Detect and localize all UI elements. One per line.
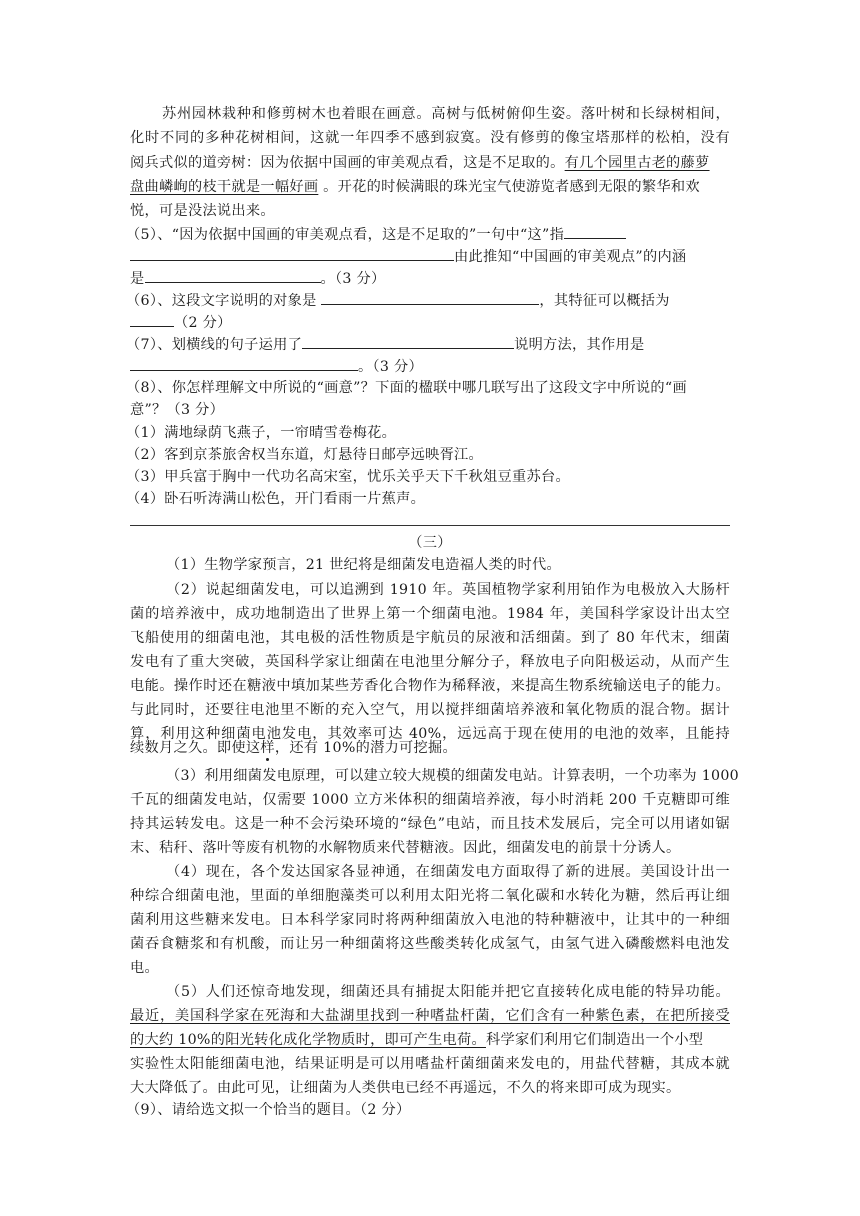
paragraph-4-line: 菌吞食糖浆和有机酸，而让另一种细菌将这些酸类转化成氢气，由氢气进入磷酸燃料电池发 xyxy=(130,936,730,952)
paragraph-5-line: （5）人们还惊奇地发现，细菌还具有捕捉太阳能并把它直接转化成电能的特异功能。 xyxy=(166,984,730,1000)
answer-blank[interactable] xyxy=(321,290,539,305)
question-6: （6）、这段文字说明的对象是 ，其特征可以概括为 xyxy=(126,290,726,311)
paragraph-3-line: （3）利用细菌发电原理，可以建立较大规模的细菌发电站。计算表明，一个功率为 1000 xyxy=(166,768,739,784)
paragraph-3-line: 千瓦的细菌发电站，仅需要 1000 立方米体积的细菌培养液，每小时消耗 200 千克糖即可维 xyxy=(130,792,730,808)
paragraph-2-line: 发电有了重大突破，英国科学家让细菌在电池里分解分子，释放电子向阳极运动，从而产生 xyxy=(130,654,730,670)
passage-line: 盘曲嶙峋的枝干就是一幅好画 。开花的时候满眼的珠光宝气使游览者感到无限的繁华和欢 xyxy=(130,179,700,195)
underlined-sentence: 最近，美国科学家在死海和大盐湖里找到一种嗜盐杆菌，它们含有一种紫色素，在把所接受 xyxy=(130,1008,730,1024)
underlined-sentence: 的大约 10%的阳光转化成化学物质时，即可产生电荷。 xyxy=(130,1032,486,1048)
paragraph-5-line: 实验性太阳能细菌电池，结果证明是可以用嗜盐杆菌细菌来发电的，用盐代替糖，其成本就 xyxy=(130,1056,730,1072)
question-6-line: （2 分） xyxy=(130,312,730,333)
paragraph-3-line: 持其运转发电。这是一种不会污染环境的“绿色”电站，而且技术发展后，完全可以用诸如锯 xyxy=(130,816,730,832)
section-heading: （三） xyxy=(408,535,452,551)
answer-blank[interactable] xyxy=(145,268,321,283)
paragraph-5-line: 的大约 10%的阳光转化成化学物质时，即可产生电荷。科学家们利用它们制造出一个小型 xyxy=(130,1032,704,1048)
couplet-option: （4）卧石听涛满山松色，开门看雨一片蕉声。 xyxy=(126,491,426,507)
couplet-option: （2）客到京茶旅舍权当东道，灯悬待日邮亭远映胥江。 xyxy=(126,447,484,463)
question-5-line: 由此推知“中国画的审美观点”的内涵 xyxy=(130,246,730,267)
paragraph-2-line: 续数月之久。即使这样，还有 10%的潜力可挖掘。 xyxy=(130,740,458,756)
answer-blank[interactable] xyxy=(564,224,626,239)
paragraph-2-line: 与此同时，还要往电池里不断的充入空气，用以搅拌细菌培养液和氧化物质的混合物。据计 xyxy=(130,702,730,718)
question-9: （9）、请给选文拟一个恰当的题目。（2 分） xyxy=(126,1102,411,1118)
paragraph-5-line: 大大降低了。由此可见，让细菌为人类供电已经不再遥远，不久的将来即可成为现实。 xyxy=(130,1080,681,1096)
answer-blank[interactable] xyxy=(130,312,174,327)
answer-blank[interactable] xyxy=(130,356,358,371)
question-5: （5）、“因为依据中国画的审美观点看，这是不足取的”一句中“这”指 xyxy=(126,224,726,245)
paragraph-4-line: 电。 xyxy=(130,960,159,976)
underlined-sentence: 盘曲嶙峋的枝干就是一幅好画 xyxy=(130,179,319,195)
question-5-line: 是 。（3 分） xyxy=(130,268,730,289)
section-divider xyxy=(130,525,730,526)
paragraph-4-line: 菌利用这些糖来发电。日本科学家同时将两种细菌放入电池的特种糖液中，让其中的一种细 xyxy=(130,912,730,928)
paragraph-2-line: 菌的培养液中，成功地制造出了世界上第一个细菌电池。1984 年，美国科学家设计出太空 xyxy=(130,606,730,622)
passage-line: 悦，可是没法说出来。 xyxy=(130,203,275,219)
passage-line: 阅兵式似的道旁树：因为依据中国画的审美观点看，这是不足取的。有几个园里古老的藤萝 xyxy=(130,155,710,171)
paragraph-4-line: （4）现在，各个发达国家各显神通，在细菌发电方面取得了新的进展。美国设计出一 xyxy=(166,864,730,880)
question-7-line: 。（3 分） xyxy=(130,356,730,377)
paragraph-3-line: 末、秸秆、落叶等废有机物的水解物质来代替糖液。因此，细菌发电的前景十分诱人。 xyxy=(130,840,681,856)
paragraph-4-line: 种综合细菌电池，里面的单细胞藻类可以利用太阳光将二氧化碳和水转化为糖，然后再让细 xyxy=(130,888,730,904)
question-8: （8）、你怎样理解文中所说的“画意”？下面的楹联中哪几联写出了这段文字中所说的“画 xyxy=(126,380,687,396)
paragraph-1: （1）生物学家预言，21 世纪将是细菌发电造福人类的时代。 xyxy=(166,557,561,573)
paragraph-2-line: 算，利用这种细菌电池发电，其效率可达 40%，远远高于现在使用的电池的效率，且能持 xyxy=(130,726,730,742)
passage-line: 苏州园林栽种和修剪树木也着眼在画意。高树与低树俯仰生姿。落叶树和长绿树相间， xyxy=(162,106,730,122)
answer-blank[interactable] xyxy=(130,246,454,261)
couplet-option: （1）满地绿荫飞燕子，一帘晴雪卷梅花。 xyxy=(126,425,397,441)
paragraph-2-line: 飞船使用的细菌电池，其电极的活性物质是宇航员的尿液和活细菌。到了 80 年代末，细菌 xyxy=(130,630,730,646)
question-8-line: 意”？（3 分） xyxy=(130,402,225,418)
emphasis-dot-char: 样 xyxy=(260,740,275,756)
paragraph-2-line: （2）说起细菌发电，可以追溯到 1910 年。英国植物学家利用铂作为电极放入大肠杆 xyxy=(166,582,730,598)
couplet-option: （3）甲兵富于胸中一代功名高宋室，忧乐关乎天下千秋俎豆重苏台。 xyxy=(126,469,570,485)
underlined-sentence: 有几个园里古老的藤萝 xyxy=(564,155,710,171)
answer-blank[interactable] xyxy=(302,334,514,349)
question-7: （7）、划横线的句子运用了 说明方法，其作用是 xyxy=(126,334,726,355)
passage-line: 化时不同的多种花树相间，这就一年四季不感到寂寞。没有修剪的像宝塔那样的松柏，没有 xyxy=(130,130,730,146)
paragraph-2-line: 电能。操作时还在糖液中填加某些芳香化合物作为稀释液，来提高生物系统输送电子的能力。 xyxy=(130,678,730,694)
